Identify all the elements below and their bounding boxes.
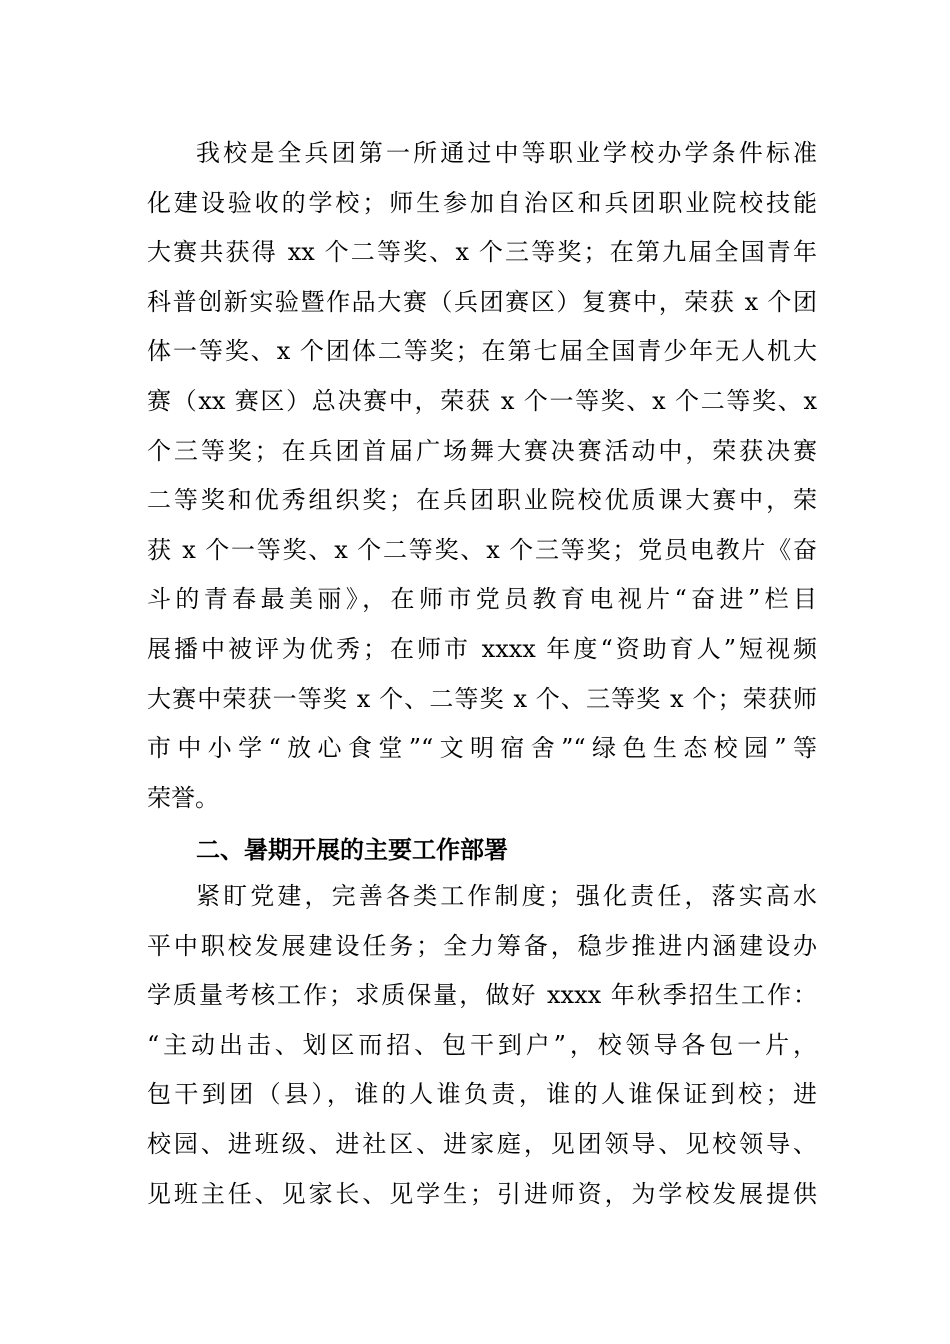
paragraph-achievements (147, 129, 817, 823)
paragraph-line: 获 x 个一等奖、x 个二等奖、x 个三等奖；党员电教片《奋 (147, 535, 817, 564)
paragraph-line: 市中小学“放心食堂”“文明宿舍”“绿色生态校园”等 (147, 734, 817, 763)
paragraph-line: 平中职校发展建设任务；全力筹备，稳步推进内涵建设办 (147, 931, 817, 960)
paragraph-line: 包干到团（县），谁的人谁负责，谁的人谁保证到校；进 (147, 1080, 817, 1109)
paragraph-line: 赛（xx 赛区）总决赛中，荣获 x 个一等奖、x 个二等奖、x (147, 386, 817, 415)
paragraph-line: 展播中被评为优秀；在师市 xxxx 年度“资助育人”短视频 (147, 634, 817, 663)
paragraph-line: 学质量考核工作；求质保量，做好 xxxx 年秋季招生工作： (147, 981, 817, 1010)
paragraph-line: 科普创新实验暨作品大赛（兵团赛区）复赛中，荣获 x 个团 (147, 287, 817, 316)
paragraph-line: 斗的青春最美丽》，在师市党员教育电视片“奋进”栏目 (147, 585, 817, 614)
paragraph-line: 大赛共获得 xx 个二等奖、x 个三等奖；在第九届全国青年 (147, 238, 817, 267)
paragraph-work-plan (147, 872, 817, 1219)
section-heading: 二、暑期开展的主要工作部署 (196, 836, 508, 864)
paragraph-line: 荣誉。 (147, 783, 219, 812)
paragraph-line: 我校是全兵团第一所通过中等职业学校办学条件标准 (196, 139, 817, 167)
paragraph-line: 见班主任、见家长、见学生；引进师资，为学校发展提供 (147, 1179, 817, 1208)
paragraph-line: 体一等奖、x 个团体二等奖；在第七届全国青少年无人机大 (147, 337, 817, 366)
paragraph-line: 校园、进班级、进社区、进家庭，见团领导、见校领导、 (147, 1129, 817, 1158)
paragraph-line: 二等奖和优秀组织奖；在兵团职业院校优质课大赛中，荣 (147, 486, 817, 515)
paragraph-line: 化建设验收的学校；师生参加自治区和兵团职业院校技能 (147, 188, 817, 217)
paragraph-line: 大赛中荣获一等奖 x 个、二等奖 x 个、三等奖 x 个；荣获师 (147, 684, 817, 713)
paragraph-line: 紧盯党建，完善各类工作制度；强化责任，落实高水 (196, 882, 817, 910)
paragraph-line: 个三等奖；在兵团首届广场舞大赛决赛活动中，荣获决赛 (147, 436, 817, 465)
paragraph-line: “主动出击、划区而招、包干到户”，校领导各包一片， (147, 1030, 817, 1059)
